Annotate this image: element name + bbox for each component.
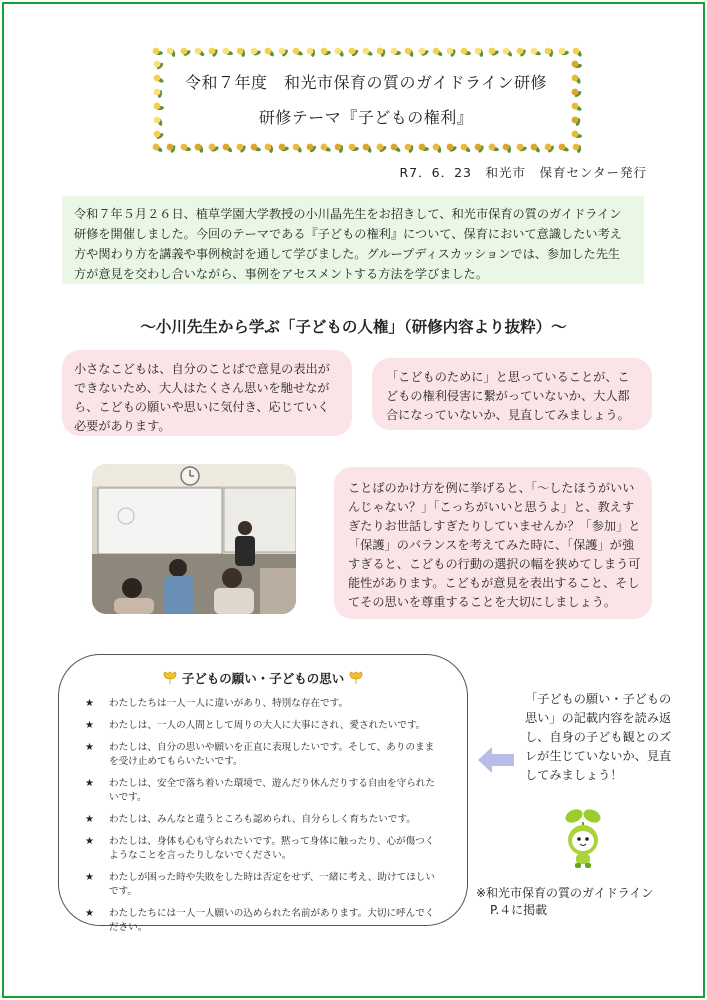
list-item: ★ わたしは、身体も心も守られたいです。黙って身体に触ったり、心が傷つくようなことを言ったりしないでください。 — [85, 836, 435, 861]
flower-bloom — [293, 144, 300, 151]
flower-bloom — [573, 144, 580, 151]
list-item: ★ わたしが困った時や失敗をした時は否定をせず、一緒に考え、助けてほしいです。 — [85, 872, 435, 897]
flower-bloom — [377, 144, 384, 151]
flower-bloom — [419, 144, 426, 151]
flower-bloom — [167, 144, 174, 151]
flower-leaf — [267, 49, 275, 58]
list-item: ★ わたしは、一人の人間として周りの大人に大事にされ、愛されたいです。 — [85, 720, 426, 731]
flower-leaf — [311, 49, 316, 57]
flower-leaf — [478, 49, 483, 57]
flower-bloom — [335, 48, 342, 55]
section-heading: ～小川先生から学ぶ「子どもの人権」（研修内容より抜粋）～ — [140, 318, 567, 336]
list-item: ★ わたしは、安全で落ち着いた環境で、遊んだり休んだりする自由を守られたいです。 — [85, 778, 435, 803]
flower-leaf — [577, 145, 582, 153]
flower-bloom — [279, 144, 286, 151]
flower-leaf — [505, 49, 513, 58]
star-icon: ★ — [85, 778, 94, 789]
flower-leaf — [338, 145, 343, 154]
speech-bubble-3 — [334, 467, 652, 619]
flower-bloom — [154, 61, 161, 68]
flower-leaf — [449, 145, 458, 152]
flower-leaf — [436, 145, 442, 154]
flower-leaf — [156, 62, 164, 71]
speech-bubble-2 — [372, 358, 652, 430]
flower-leaf — [393, 51, 401, 55]
star-icon: ★ — [85, 814, 94, 825]
flower-leaf — [463, 50, 471, 55]
list-title — [85, 669, 441, 687]
flower-leaf — [408, 145, 414, 154]
flower-bloom — [223, 48, 230, 55]
flower-bloom — [167, 48, 174, 55]
intro-text: 令和７年５月２６日、植草学園大学教授の小川晶先生をお招きして、和光市保育の質のガイドライン研修を開催しました。今回のテーマである『子どもの権利』について、保育において意識したい考え方や関わり方を講義や事例検討を通して学びました。グループディスカッションでは、参加した先生方が意見を交わし合いながら、事例をアセスメントする方法を学びました。 — [74, 207, 622, 281]
flower-leaf — [170, 145, 177, 154]
wishes-list-box — [58, 654, 468, 933]
flower-bloom — [447, 144, 454, 151]
flower-bloom — [251, 48, 258, 55]
flower-leaf — [507, 145, 511, 153]
flower-bloom — [321, 144, 328, 151]
flower-bloom — [321, 48, 328, 55]
flower-bloom — [363, 48, 370, 55]
flower-leaf — [491, 146, 500, 152]
flower-bloom — [349, 144, 356, 151]
flower-leaf — [241, 49, 246, 57]
flower-bloom — [209, 144, 216, 151]
side-note-text: 「子どもの願い・子どもの思い」の記載内容を読み返し、自身の子ども観とのズレが生じていないか、見直してみましょう！ — [525, 692, 672, 782]
flower-leaf — [575, 49, 582, 58]
list-title-text: 子どもの願い・子どもの思い — [181, 671, 345, 686]
flower-bloom — [545, 48, 552, 55]
flower-bloom — [489, 144, 496, 151]
flower-bloom — [559, 48, 566, 55]
flower-leaf — [351, 49, 360, 57]
star-icon: ★ — [85, 742, 94, 753]
flower-leaf — [408, 49, 414, 58]
issue-info: R7．6．23 和光市 保育センター発行 — [399, 165, 647, 180]
flower-bloom — [153, 144, 160, 151]
flower-bloom — [572, 75, 579, 82]
reference-line-2: P.４に掲載 — [490, 903, 548, 917]
flower-bloom — [223, 144, 230, 151]
flower-leaf — [574, 76, 581, 85]
flower-leaf — [561, 50, 570, 56]
flower-leaf — [519, 146, 528, 152]
flower-bloom — [447, 48, 454, 55]
flower-bloom — [531, 144, 538, 151]
flower-bloom — [154, 131, 161, 138]
flower-leaf — [519, 49, 527, 58]
flower-bloom — [572, 117, 579, 124]
flower-leaf — [379, 145, 388, 153]
flower-bloom — [251, 144, 258, 151]
flower-bloom — [363, 144, 370, 151]
flower-leaf — [393, 145, 402, 153]
flower-leaf — [157, 118, 163, 127]
flower-bloom — [503, 48, 510, 55]
flower-leaf — [239, 145, 247, 154]
flower-leaf — [170, 49, 176, 58]
bubble-3-text: ことばのかけ方を例に挙げると、「～したほうがいいんじゃない？」「こっちがいいと思うよ」と、教えすぎたりお世話しすぎたりしていませんか？「参加」と「保護」のバランスを考えてみた時に、「保護」が強すぎると、こどもの行動の選択の幅を狭めてしまう可能性があります。こどもが意見を表出すること、そしてその思いを尊重することを大切にしましょう。 — [348, 481, 641, 609]
flower-bloom — [195, 48, 202, 55]
flower-leaf — [575, 118, 581, 127]
star-icon: ★ — [85, 698, 94, 709]
flower-leaf — [574, 134, 582, 138]
list-item: ★ わたしたちには一人一人願いの込められた名前があります。大切に呼んでください。 — [85, 908, 435, 933]
star-icon: ★ — [85, 720, 94, 731]
flower-bloom — [531, 48, 538, 55]
flower-leaf — [337, 49, 344, 58]
flower-leaf — [269, 145, 273, 153]
flower-leaf — [211, 145, 220, 152]
flower-leaf — [547, 145, 555, 154]
flower-bloom — [475, 48, 482, 55]
flower-bloom — [391, 144, 398, 151]
flower-leaf — [253, 146, 262, 152]
flower-leaf — [183, 147, 191, 152]
flower-bloom — [307, 48, 314, 55]
flower-bloom — [293, 48, 300, 55]
flower-bloom — [573, 48, 580, 55]
flower-bloom — [503, 144, 510, 151]
flower-bloom — [349, 48, 356, 55]
flower-leaf — [323, 50, 332, 56]
flower-bloom — [475, 144, 482, 151]
flower-bloom — [265, 144, 272, 151]
flower-bloom — [391, 48, 398, 55]
flower-bloom — [405, 144, 412, 151]
flower-bloom — [154, 103, 161, 110]
flower-bloom — [517, 48, 524, 55]
flower-bloom — [335, 144, 342, 151]
flower-bloom — [237, 144, 244, 151]
flower-bloom — [237, 48, 244, 55]
flower-leaf — [295, 50, 304, 56]
flower-leaf — [155, 145, 164, 153]
flower-bloom — [307, 144, 314, 151]
flower-leaf — [574, 90, 582, 98]
flower-leaf — [309, 145, 317, 154]
flower-leaf — [351, 147, 359, 152]
flower-leaf — [225, 50, 234, 55]
flower-bloom — [181, 144, 188, 151]
list-item: ★ わたしたちは一人一人に違いがあり、特別な存在です。 — [85, 698, 349, 709]
flower-bloom — [405, 48, 412, 55]
list-item: ★ わたしは、自分の思いや願いを正直に表現したいです。そして、ありのままを受け止めてもらいたいです。 — [85, 742, 435, 767]
list-item: ★ わたしは、みんなと違うところも認められ、自分らしく育ちたいです。 — [85, 814, 416, 825]
flower-leaf — [156, 106, 164, 111]
flower-bloom — [154, 89, 161, 96]
flower-bloom — [181, 48, 188, 55]
title-line-1: 令和７年度 和光市保育の質のガイドライン研修 — [184, 73, 548, 92]
speech-bubble-1 — [62, 350, 352, 436]
flower-leaf — [295, 145, 303, 154]
flower-leaf — [197, 49, 206, 57]
reference-line-1: ※和光市保育の質のガイドライン — [476, 886, 654, 900]
flower-bloom — [154, 117, 161, 124]
flower-leaf — [421, 147, 429, 151]
flower-leaf — [156, 76, 165, 83]
flower-bloom — [195, 144, 202, 151]
flower-leaf — [211, 49, 218, 58]
side-note — [525, 690, 675, 785]
flower-leaf — [281, 49, 289, 58]
flower-leaf — [156, 132, 165, 140]
wishes-list — [85, 697, 441, 935]
flower-leaf — [561, 146, 570, 153]
flower-bloom — [154, 75, 161, 82]
mascot-character-icon — [558, 808, 608, 870]
title-frame — [150, 44, 582, 154]
flower-leaf — [155, 51, 163, 55]
flower-bloom — [489, 48, 496, 55]
flower-bloom — [265, 48, 272, 55]
flower-leaf — [380, 49, 386, 58]
flower-leaf — [435, 49, 444, 57]
reference-note — [476, 885, 676, 919]
flower-leaf — [533, 145, 541, 154]
title-line-2: 研修テーマ『子どもの権利』 — [258, 108, 474, 127]
bubble-2-text: 「こどものために」と思っていることが、こどもの権利侵害に繋がっていないか、大人都合になっていないか、見直してみましょう。 — [386, 370, 630, 422]
intro-box — [62, 196, 644, 284]
flower-bloom — [545, 144, 552, 151]
ginkgo-leaf-icon — [348, 671, 364, 685]
flower-leaf — [450, 49, 457, 58]
flower-bloom — [517, 144, 524, 151]
bubble-1-text: 小さなこどもは、自分のことばで意見の表出ができないため、大人はたくさん思いを馳せながら、こどもの願いや思いに気付き、応じていく必要があります。 — [74, 362, 330, 433]
flower-leaf — [157, 90, 163, 99]
left-arrow-icon — [478, 747, 514, 773]
flower-leaf — [477, 145, 484, 154]
flower-leaf — [574, 104, 582, 112]
flower-leaf — [491, 50, 500, 57]
flower-bloom — [433, 144, 440, 151]
flower-leaf — [225, 145, 233, 154]
flower-bloom — [461, 144, 468, 151]
flower-leaf — [183, 49, 192, 57]
flower-leaf — [323, 145, 332, 152]
star-icon: ★ — [85, 908, 94, 919]
flower-leaf — [421, 49, 430, 57]
flower-bloom — [572, 131, 579, 138]
flower-bloom — [572, 103, 579, 110]
flower-leaf — [365, 49, 374, 56]
flower-leaf — [463, 145, 471, 153]
flower-bloom — [419, 48, 426, 55]
flower-bloom — [559, 144, 566, 151]
flower-bloom — [572, 61, 579, 68]
flower-leaf — [574, 63, 582, 68]
flower-leaf — [549, 49, 553, 57]
flower-bloom — [377, 48, 384, 55]
flower-leaf — [366, 145, 373, 154]
star-icon: ★ — [85, 836, 94, 847]
ginkgo-leaf-icon — [162, 671, 178, 685]
flower-leaf — [253, 50, 262, 57]
flower-leaf — [198, 145, 203, 154]
lecture-photo — [92, 464, 296, 614]
flower-leaf — [533, 50, 542, 56]
star-icon: ★ — [85, 872, 94, 883]
flower-bloom — [153, 48, 160, 55]
flower-leaf — [281, 146, 290, 152]
flower-bloom — [279, 48, 286, 55]
flower-bloom — [209, 48, 216, 55]
flower-bloom — [433, 48, 440, 55]
flower-bloom — [461, 48, 468, 55]
flower-bloom — [572, 89, 579, 96]
